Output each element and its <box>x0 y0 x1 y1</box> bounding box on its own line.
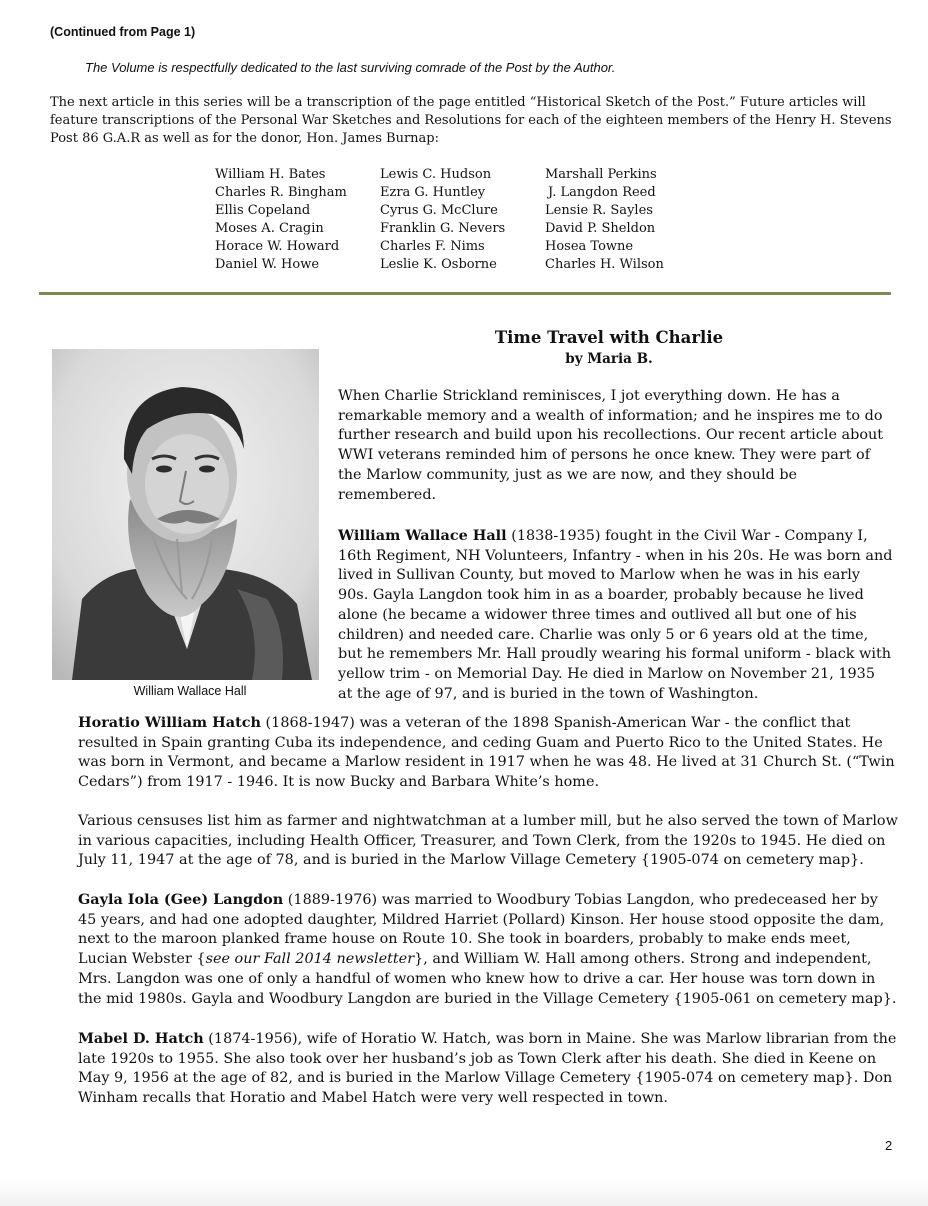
member-name: Charles H. Wilson <box>545 257 664 272</box>
member-name: Lensie R. Sayles <box>545 203 653 218</box>
member-name: Horace W. Howard <box>215 239 340 254</box>
member-name: Marshall Perkins <box>545 167 657 182</box>
article-paragraph <box>78 1029 898 1109</box>
person-name: Horatio William Hatch <box>78 714 261 731</box>
article-paragraph: Various censuses list him as farmer and nightwatchman at a lumber mill, but he also served the town of Marlow in various capacities, including Health Officer, Treasurer, and Town Clerk, from the 1920s to 1945. He died on July 11, 1947 at the age of 78, and is buried in the Marlow Village Cemetery {1905-074 on cemetery map}. <box>78 813 898 869</box>
member-list-col-3 <box>545 166 664 274</box>
member-name: Lewis C. Hudson <box>380 167 492 182</box>
continued-note: (Continued from Page 1) <box>50 25 196 39</box>
member-list-col-1 <box>215 166 347 274</box>
article-paragraph <box>338 526 893 704</box>
page-number: 2 <box>885 1138 893 1153</box>
photo-caption: William Wallace Hall <box>133 684 247 698</box>
member-name: Ezra G. Huntley <box>380 185 486 200</box>
member-name: Daniel W. Howe <box>215 257 320 272</box>
person-name: Gayla Iola (Gee) Langdon <box>78 891 284 908</box>
member-name: David P. Sheldon <box>545 221 656 236</box>
member-name: Cyrus G. McClure <box>380 203 498 218</box>
dedication-line: The Volume is respectfully dedicated to the last surviving comrade of the Post by the Author. <box>85 60 616 75</box>
paragraph-text: (1889-1976) was married to Woodbury Tobias Langdon, who predeceased her by 45 years, and had one adopted daughter, Mildred Harriet (Pollard) Kinson. Her house stood opposite the dam, next to the maroon planked frame house on Route 10. She took in boarders, probably to make ends meet, Lucian Webster { <box>78 892 885 968</box>
member-name: J. Langdon Reed <box>548 185 656 200</box>
member-name: Moses A. Cragin <box>215 221 324 236</box>
article-paragraph: When Charlie Strickland reminisces, I jot everything down. He has a remarkable memory and a wealth of information; and he inspires me to do further research and build upon his recollections. Our recent article about WWI veterans reminded him of persons he once knew. They were part of the Marlow community, just as we are now, and they should be remembered. <box>338 388 884 503</box>
article-byline: by Maria B. <box>565 351 653 367</box>
intro-paragraph: The next article in this series will be a transcription of the page entitled “Historical Sketch of the Post.” Future articles will feature transcriptions of the Personal War Sketches and Resolutions for each of the eighteen members of the Henry H. Stevens Post 86 G.A.R as well as for the donor, Hon. James Burnap: <box>50 95 892 146</box>
portrait-photo <box>52 349 319 680</box>
member-list-col-2 <box>380 166 505 274</box>
member-name: Leslie K. Osborne <box>380 257 497 272</box>
paragraph-text: (1868-1947) was a veteran of the 1898 Spanish-American War - the conflict that resulted in Spain granting Cuba its independence, and ceding Guam and Puerto Rico to the United States. He was born in Vermont, and became a Marlow resident in 1917 when he was 48. He lived at 31 Church St. (“Twin Cedars”) from 1917 - 1946. It is now Bucky and Barbara White’s home. <box>78 715 895 791</box>
newsletter-reference: see our Fall 2014 newsletter <box>205 951 415 968</box>
paragraph-text: }, and William W. Hall among others. Strong and independent, Mrs. Langdon was one of only a handful of women who knew how to drive a car. Her house was torn down in the mid 1980s. Gayla and Woodbury Langdon are buried in the Village Cemetery {1905-061 on cemetery map}. <box>78 951 897 1007</box>
article-paragraph <box>78 890 898 1009</box>
person-name: Mabel D. Hatch <box>78 1030 204 1047</box>
section-divider <box>39 292 891 295</box>
article-title: Time Travel with Charlie <box>494 328 724 347</box>
member-name: William H. Bates <box>215 167 326 182</box>
member-name: Hosea Towne <box>545 239 634 254</box>
paragraph-text: (1874-1956), wife of Horatio W. Hatch, was born in Maine. She was Marlow librarian from the late 1920s to 1955. She also took over her husband’s job as Town Clerk after his death. She died in Keene on May 9, 1956 at the age of 82, and is buried in the Marlow Village Cemetery {1905-074 on cemetery map}. Don Winham recalls that Horatio and Mabel Hatch were very well respected in town. <box>78 1031 897 1107</box>
article-paragraph <box>78 713 898 793</box>
member-name: Franklin G. Nevers <box>380 221 506 236</box>
person-name: William Wallace Hall <box>338 527 507 544</box>
paragraph-text: (1838-1935) fought in the Civil War - Company I, 16th Regiment, NH Volunteers, Infantry - when in his 20s. He was born and lived in Sullivan County, but moved to Marlow when he was in his early 90s. Gayla Langdon took him in as a boarder, probably because he lived alone (he became a widower three times and outlived all but one of his children) and needed care. Charlie was only 5 or 6 years old at the time, but he remembers Mr. Hall proudly wearing his formal uniform - black with yellow trim - on Memorial Day. He died in Marlow on November 21, 1935 at the age of 97, and is buried in the town of Washington. <box>338 528 893 702</box>
member-name: Charles F. Nims <box>380 239 485 254</box>
member-name: Ellis Copeland <box>215 203 311 218</box>
page-bottom-shadow <box>0 1180 928 1206</box>
member-name: Charles R. Bingham <box>215 185 347 200</box>
